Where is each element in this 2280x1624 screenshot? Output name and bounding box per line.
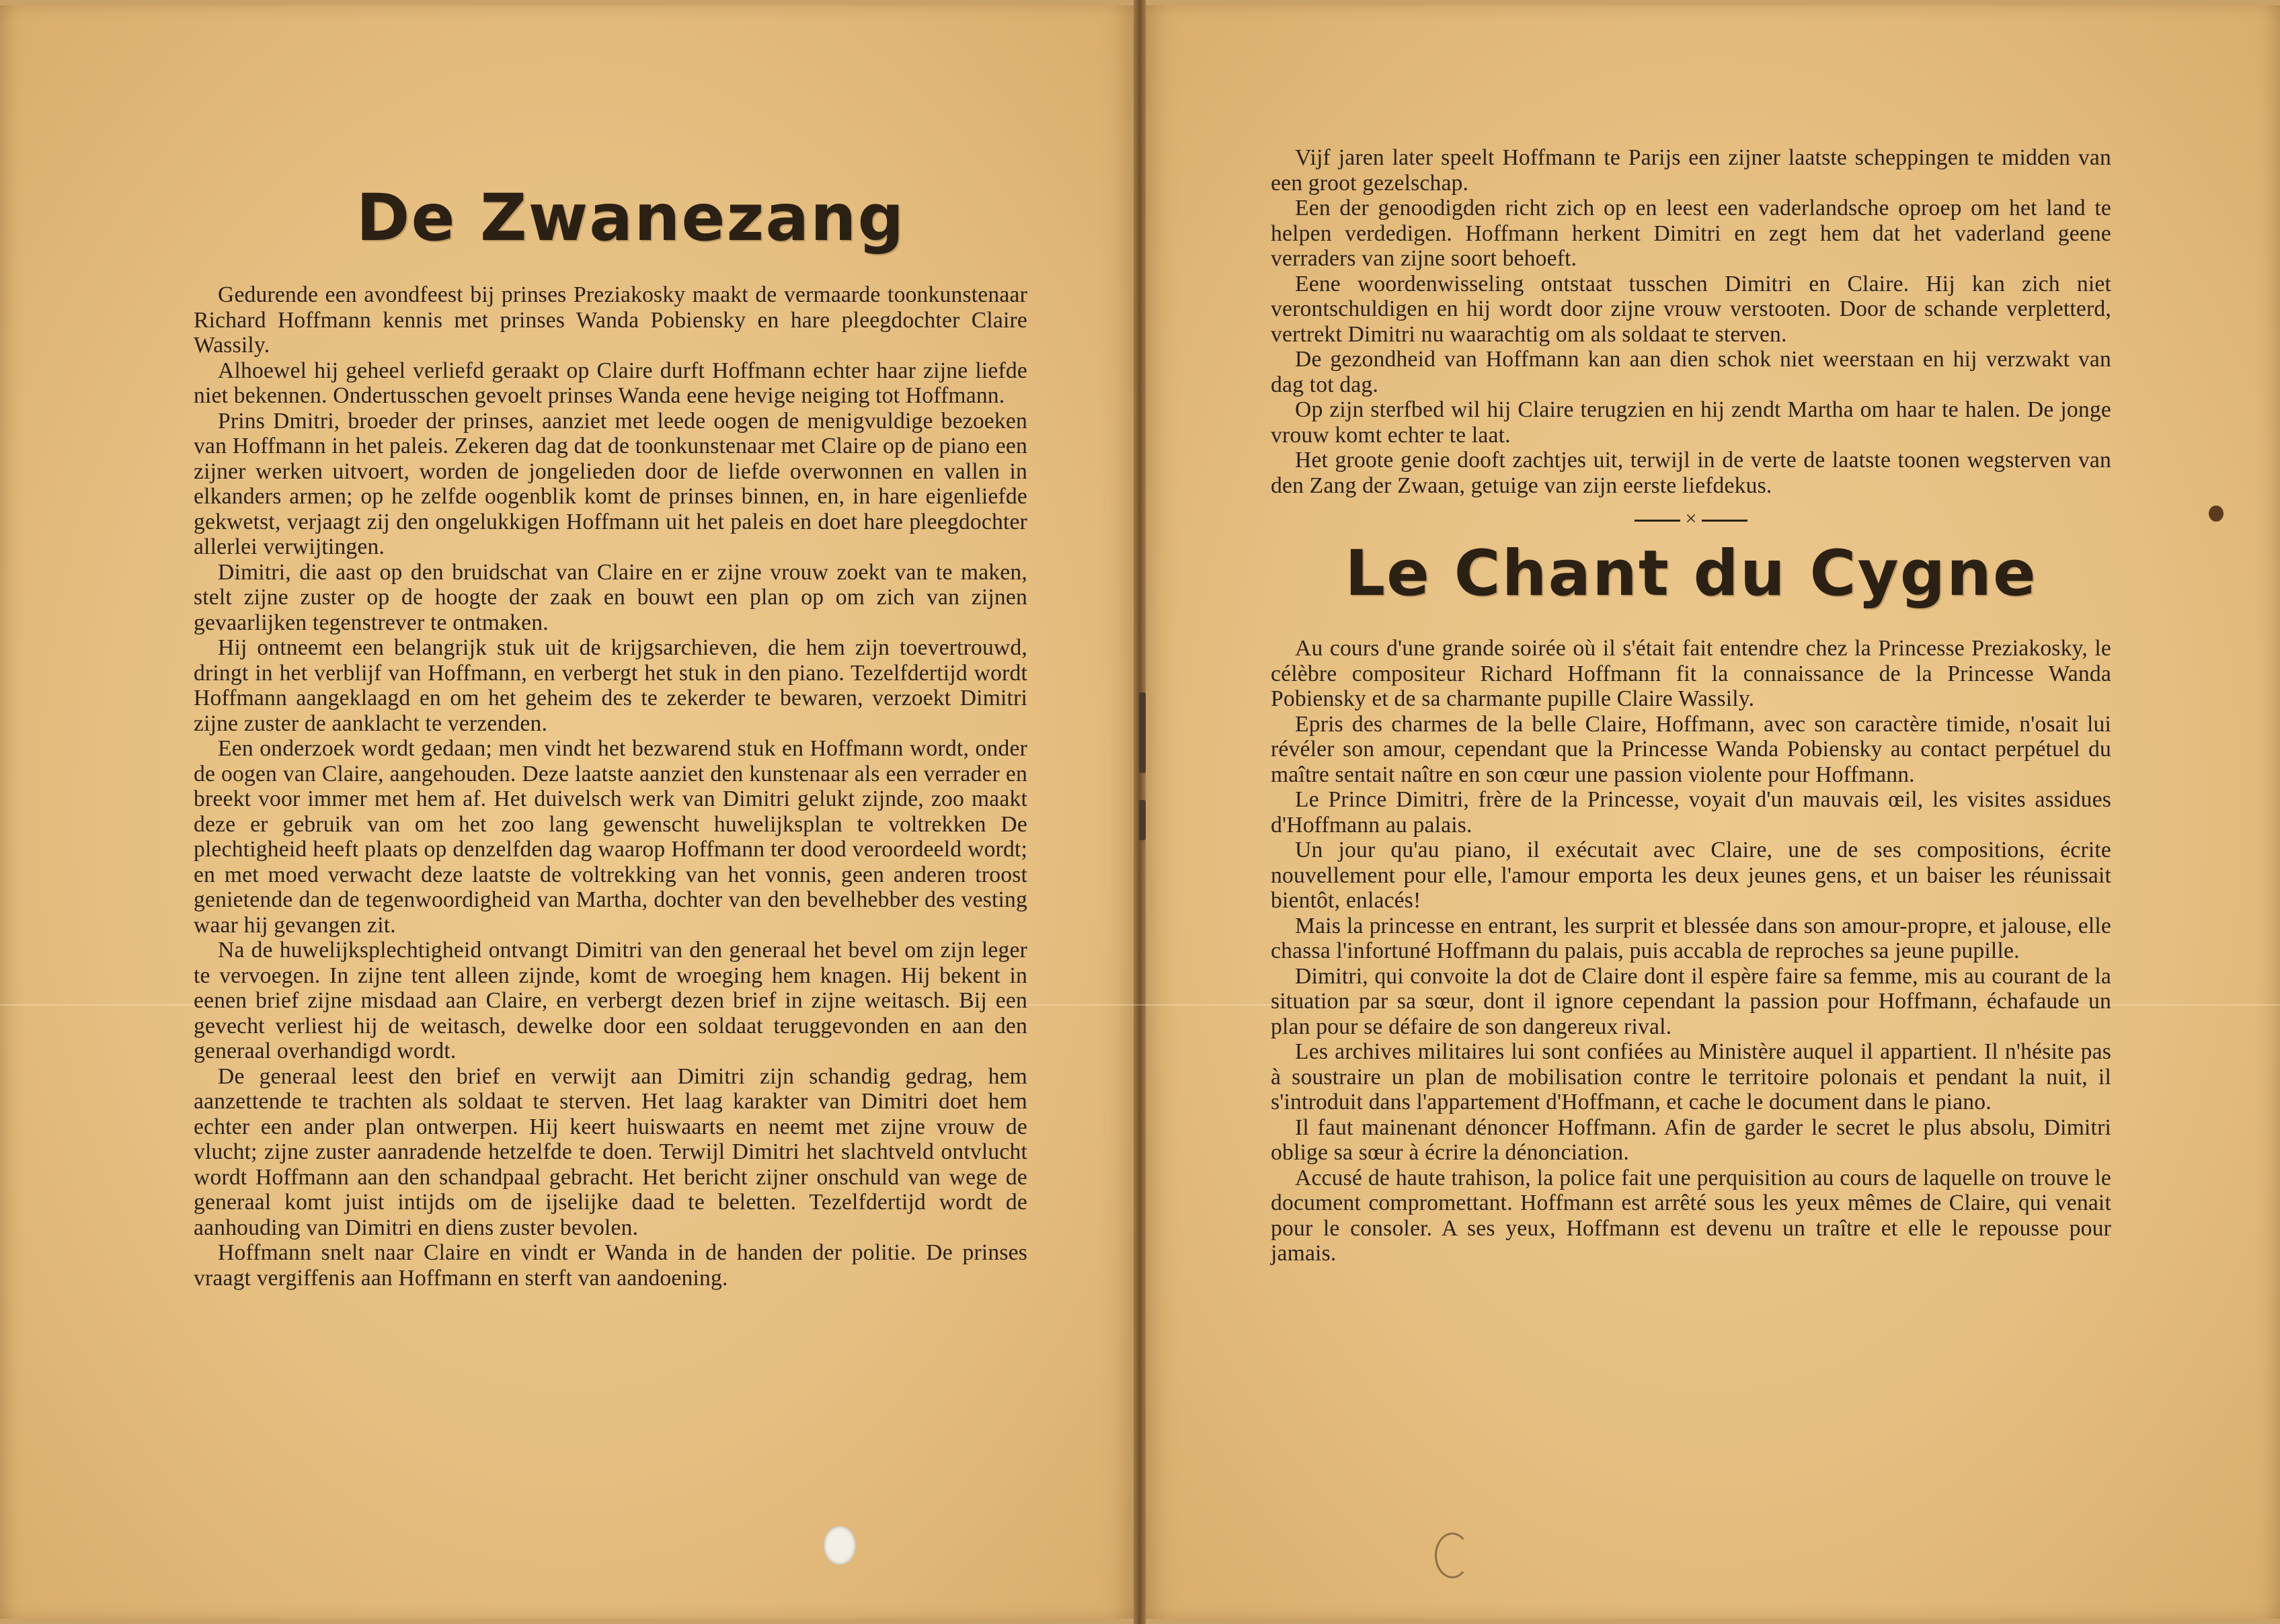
- paragraph: Het groote genie dooft zachtjes uit, terwijl in de verte de laatste toonen wegsterven van den Zang der Zwaan, getuige van zijn eerste liefdekus.: [1271, 448, 2111, 498]
- divider-line: [1702, 520, 1747, 522]
- divider-cross: ×: [1685, 508, 1697, 530]
- dutch-synopsis: [194, 282, 1027, 1291]
- ink-stain: [2209, 505, 2224, 522]
- staple-bottom: [1139, 800, 1146, 840]
- paragraph: Un jour qu'au piano, il exécutait avec Claire, une de ses compositions, écrite nouvellement pour elle, l'amour emporta les deux jeunes gens, et un baiser les réunissait bientôt, enlacés!: [1271, 838, 2111, 913]
- left-column: [194, 121, 1027, 1291]
- paragraph: De gezondheid van Hoffmann kan aan dien schok niet weerstaan en hij verzwakt van dag tot dag.: [1271, 347, 2111, 397]
- paragraph: Epris des charmes de la belle Claire, Hoffmann, avec son caractère timide, n'osait lui révéler son amour, cependant que la Princesse Wanda Pobiensky au contact perpétuel du maître sentait naître en son cœur une passion violente pour Hoffmann.: [1271, 711, 2111, 787]
- french-title: Le Chant du Cygne: [1345, 537, 2037, 610]
- paragraph: Een onderzoek wordt gedaan; men vindt het bezwarend stuk en Hoffmann wordt, onder de oogen van Claire, aangehouden. Deze laatste aanziet den kunstenaar als een verrader en breekt voor immer met hem af. Het duivelsch werk van Dimitri gelukt zijnde, zoo maakt deze er gebruik van om het zoo lang gewenscht huwelijksplan te voltrekken De plechtigheid heeft plaats op denzelfden dag waarop Hoffmann ter dood veroordeeld wordt; en met moed verwacht deze laatste de voltrekking van het vonnis, geen anderen troost genietende dan de tegenwoordigheid van Martha, dochter van den bevelhebber des vesting waar hij gevangen zit.: [194, 736, 1027, 938]
- paragraph: Le Prince Dimitri, frère de la Princesse, voyait d'un mauvais œil, les visites assidues d'Hoffmann au palais.: [1271, 787, 2111, 838]
- paragraph: Na de huwelijksplechtigheid ontvangt Dimitri van den generaal het bevel om zijn leger te vervoegen. In zijne tent alleen zijnde, komt de wroeging hem knagen. Hij bekent in eenen brief zijne misdaad aan Claire, en verbergt dezen brief in zijne weitasch. Bij een gevecht verliest hij de weitasch, dewelke door een soldaat teruggevonden en aan den generaal overhandigd wordt.: [194, 938, 1027, 1063]
- right-column: [1271, 145, 2111, 1266]
- paragraph: Gedurende een avondfeest bij prinses Preziakosky maakt de vermaarde toonkunstenaar Richard Hoffmann kennis met prinses Wanda Pobiensky en hare pleegdochter Claire Wassily.: [194, 282, 1027, 358]
- staple-top: [1139, 692, 1146, 773]
- paragraph: Vijf jaren later speelt Hoffmann te Parijs een zijner laatste scheppingen te midden van een groot gezelschap.: [1271, 145, 2111, 196]
- paragraph: Accusé de haute trahison, la police fait une perquisition au cours de laquelle on trouve le document compromettant. Hoffmann est arrêté sous les yeux mêmes de Claire, qui venait pour le consoler. A ses yeux, Hoffmann est devenu un traître et elle le repousse pour jamais.: [1271, 1165, 2111, 1266]
- paragraph: De generaal leest den brief en verwijt aan Dimitri zijn schandig gedrag, hem aanzettende te trachten als soldaat te sterven. Het laag karakter van Dimitri doet hem echter een ander plan ontwerpen. Hij keert huiswaarts en neemt met zijne vrouw de vlucht; zijne zuster aanradende hetzelfde te doen. Terwijl Dimitri het slachtveld ontvlucht wordt Hoffmann aan den schandpaal gebracht. Het bericht zijner onschuld van wege de generaal komt juist intijds om de ijselijke daad te beletten. Tezelfdertijd wordt de aanhouding van Dimitri en diens zuster bevolen.: [194, 1063, 1027, 1240]
- divider-line: [1635, 520, 1680, 522]
- paragraph: Hoffmann snelt naar Claire en vindt er Wanda in de handen der politie. De prinses vraagt vergiffenis aan Hoffmann en sterft van aandoening.: [194, 1240, 1027, 1291]
- paragraph: Eene woordenwisseling ontstaat tusschen Dimitri en Claire. Hij kan zich niet verontschuldigen en hij wordt door zijne vrouw verstooten. Door de schande verpletterd, vertrekt Dimitri nu waarachtig om als soldaat te sterven.: [1271, 271, 2111, 347]
- paragraph: Au cours d'une grande soirée où il s'était fait entendre chez la Princesse Preziakosky, le célèbre compositeur Richard Hoffmann fit la connaissance de la Princesse Wanda Pobiensky et de sa charmante pupille Claire Wassily.: [1271, 636, 2111, 711]
- paragraph: Hij ontneemt een belangrijk stuk uit de krijgsarchieven, die hem zijn toevertrouwd, dringt in het verblijf van Hoffmann, en verbergt het stuk in den piano. Tezelfdertijd wordt Hoffmann aangeklaagd en om het geheim des te zekerder te bewaren, verzoekt Dimitri zijne zuster de aanklacht te verzenden.: [194, 635, 1027, 736]
- dutch-title: De Zwanezang: [356, 180, 906, 255]
- french-synopsis: [1271, 636, 2111, 1266]
- paragraph: Mais la princesse en entrant, les surprit et blessée dans son amour-propre, et jalouse, elle chassa l'infortuné Hoffmann du palais, puis accabla de reproches sa jeune pupille.: [1271, 913, 2111, 963]
- paragraph: Op zijn sterfbed wil hij Claire terugzien en hij zendt Martha om haar te halen. De jonge vrouw komt echter te laat.: [1271, 397, 2111, 448]
- dutch-synopsis-continued: [1271, 145, 2111, 498]
- page-mark: [1435, 1533, 1470, 1578]
- paragraph: Een der genoodigden richt zich op en leest een vaderlandsche oproep om het land te helpen verdedigen. Hoffmann herkent Dimitri en zegt hem dat het vaderland geene verraders van zijne soort behoeft.: [1271, 196, 2111, 271]
- paragraph: Il faut mainenant dénoncer Hoffmann. Afin de garder le secret le plus absolu, Dimitri oblige sa sœur à écrire la dénonciation.: [1271, 1114, 2111, 1165]
- paragraph: Dimitri, die aast op den bruidschat van Claire en er zijne vrouw zoekt van te maken, stelt zijne zuster op de hoogte der zaak en bouwt een plan op om zich van zijnen gevaarlijken tegenstrever te ontmaken.: [194, 559, 1027, 635]
- paragraph: Alhoewel hij geheel verliefd geraakt op Claire durft Hoffmann echter haar zijne liefde niet bekennen. Ondertusschen gevoelt prinses Wanda eene hevige neiging tot Hoffmann.: [194, 358, 1027, 408]
- paragraph: Les archives militaires lui sont confiées au Ministère auquel il appartient. Il n'hésite pas à soustraire un plan de mobilisation contre le territoire polonais et pendant la nuit, il s'introduit dans l'appartement d'Hoffmann, et cache le document dans le piano.: [1271, 1039, 2111, 1114]
- paragraph: Prins Dmitri, broeder der prinses, aanziet met leede oogen de menigvuldige bezoeken van Hoffmann in het paleis. Zekeren dag dat de toonkunstenaar met Claire op de piano een zijner werken uitvoert, worden de jongelieden door de liefde overwonnen en vallen in elkanders armen; op he zelfde oogenblik komt de prinses binnen, en, in hare eigenliefde gekwetst, verjaagt zij den ongelukkigen Hoffmann uit het paleis en doet hare pleegdochter allerlei verwijtingen.: [194, 408, 1027, 559]
- section-divider: [1271, 508, 2111, 530]
- punch-hole: [824, 1526, 856, 1565]
- paragraph: Dimitri, qui convoite la dot de Claire dont il espère faire sa femme, mis au courant de la situation par sa sœur, dont il ignore cependant la passion pour Hoffmann, échafaude un plan pour se défaire de son dangereux rival.: [1271, 963, 2111, 1039]
